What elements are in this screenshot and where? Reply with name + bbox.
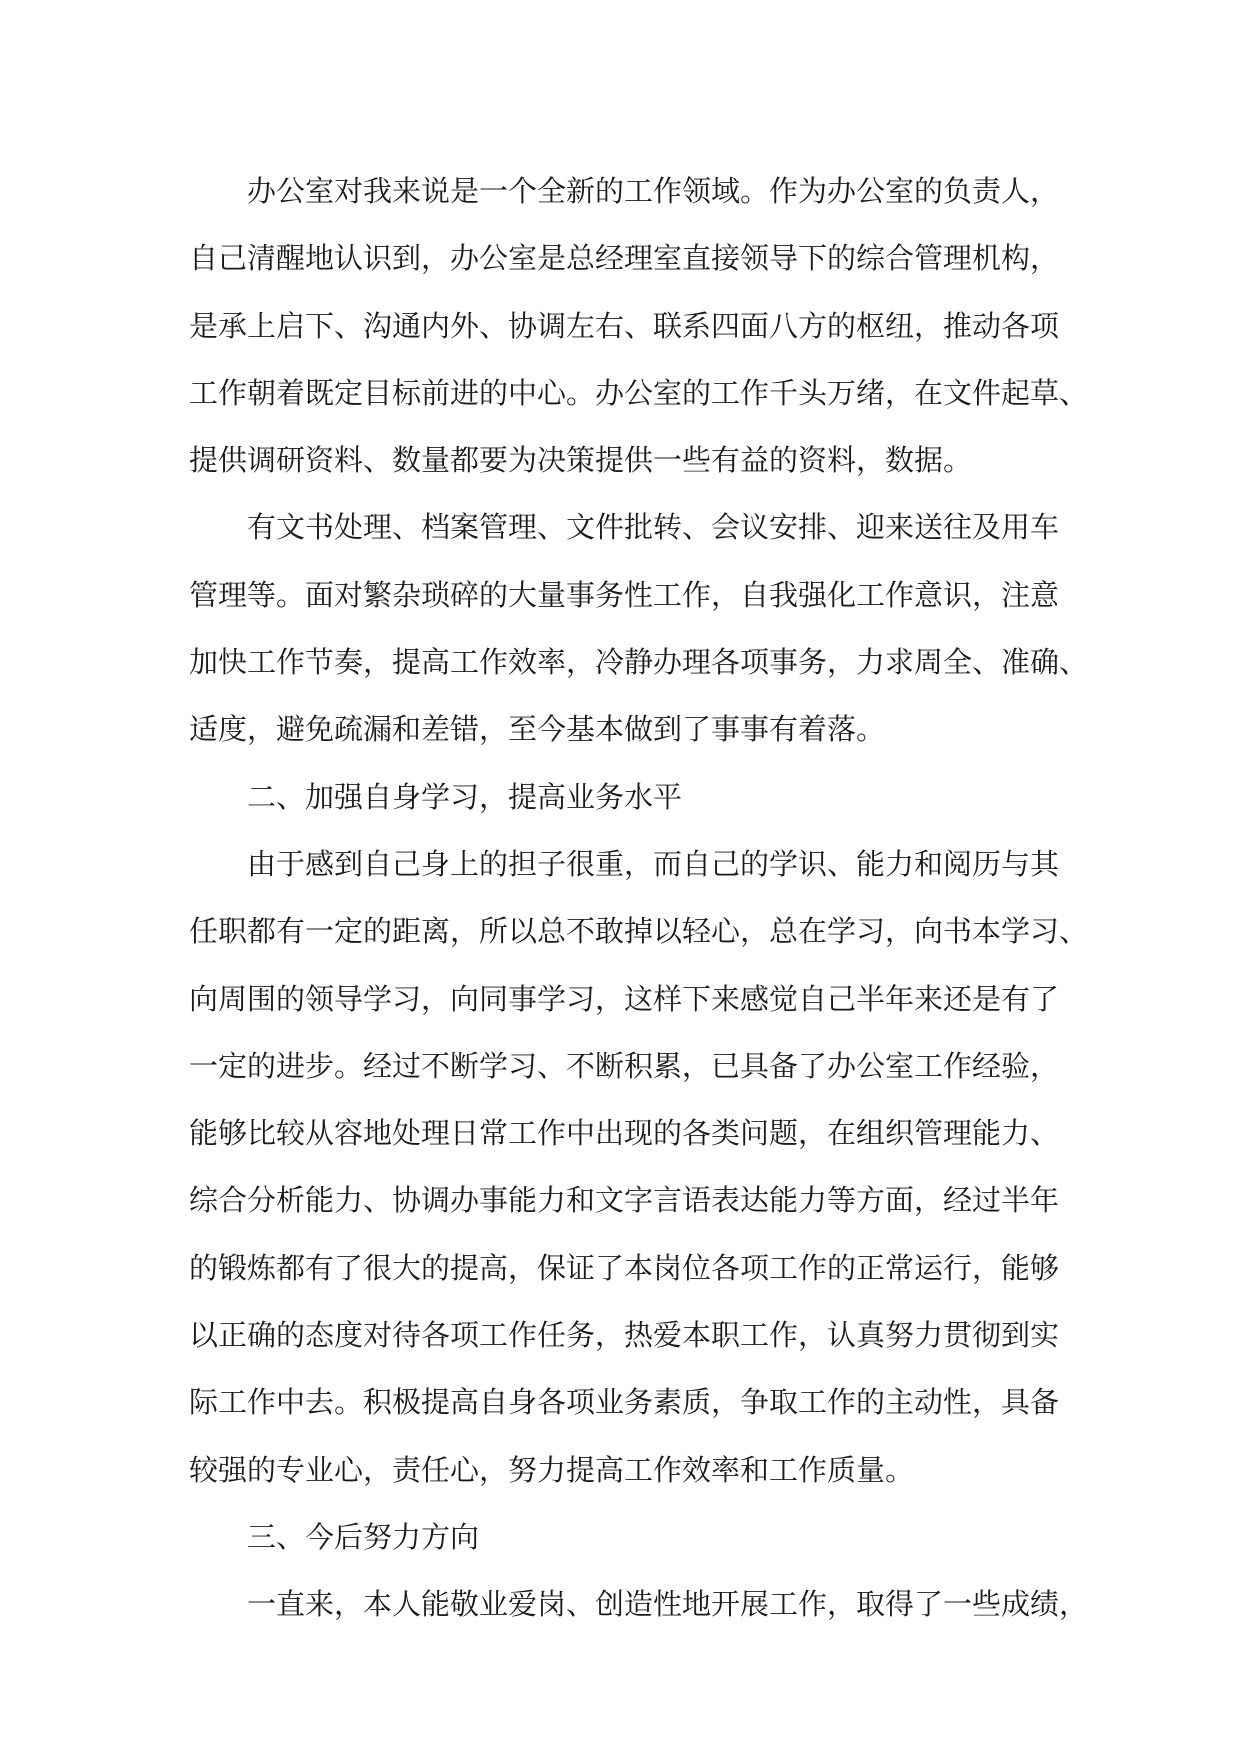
text-line: 工作朝着既定目标前进的中心。办公室的工作千头万绪，在文件起草、 xyxy=(189,375,1089,410)
text-line: 加快工作节奏，提高工作效率，冷静办理各项事务，力求周全、准确、 xyxy=(189,645,1089,680)
text-line: 以正确的态度对待各项工作任务，热爱本职工作，认真努力贯彻到实 xyxy=(189,1318,1060,1353)
text-line: 向周围的领导学习，向同事学习，这样下来感觉自己半年来还是有了 xyxy=(189,981,1060,1016)
text-line: 的锻炼都有了很大的提高，保证了本岗位各项工作的正常运行，能够 xyxy=(189,1250,1060,1285)
text-line: 有文书处理、档案管理、文件批转、会议安排、迎来送往及用车 xyxy=(247,510,1060,545)
text-line: 能够比较从容地处理日常工作中出现的各类问题，在组织管理能力、 xyxy=(189,1116,1060,1151)
text-line: 际工作中去。积极提高自身各项业务素质，争取工作的主动性，具备 xyxy=(189,1385,1060,1420)
text-line: 提供调研资料、数量都要为决策提供一些有益的资料，数据。 xyxy=(189,443,973,478)
section-heading: 三、今后努力方向 xyxy=(247,1519,480,1554)
text-line: 自己清醒地认识到，办公室是总经理室直接领导下的综合管理机构， xyxy=(189,241,1060,276)
text-line: 由于感到自己身上的担子很重，而自己的学识、能力和阅历与其 xyxy=(247,846,1060,881)
text-line: 较强的专业心，责任心，努力提高工作效率和工作质量。 xyxy=(189,1452,915,1487)
section-heading: 二、加强自身学习，提高业务水平 xyxy=(247,779,683,814)
text-line: 任职都有一定的距离，所以总不敢掉以轻心，总在学习，向书本学习、 xyxy=(189,914,1089,949)
text-line: 一定的进步。经过不断学习、不断积累，已具备了办公室工作经验， xyxy=(189,1048,1060,1083)
body-text xyxy=(189,158,1089,1639)
text-line: 办公室对我来说是一个全新的工作领域。作为办公室的负责人， xyxy=(247,174,1060,208)
text-line: 综合分析能力、协调办事能力和文字言语表达能力等方面，经过半年 xyxy=(189,1183,1060,1218)
text-line: 是承上启下、沟通内外、协调左右、联系四面八方的枢纽，推动各项 xyxy=(189,308,1060,343)
text-line: 适度，避免疏漏和差错，至今基本做到了事事有着落。 xyxy=(189,712,886,747)
text-line: 管理等。面对繁杂琐碎的大量事务性工作，自我强化工作意识，注意 xyxy=(189,577,1060,612)
text-line: 一直来，本人能敬业爱岗、创造性地开展工作，取得了一些成绩， xyxy=(247,1587,1089,1622)
